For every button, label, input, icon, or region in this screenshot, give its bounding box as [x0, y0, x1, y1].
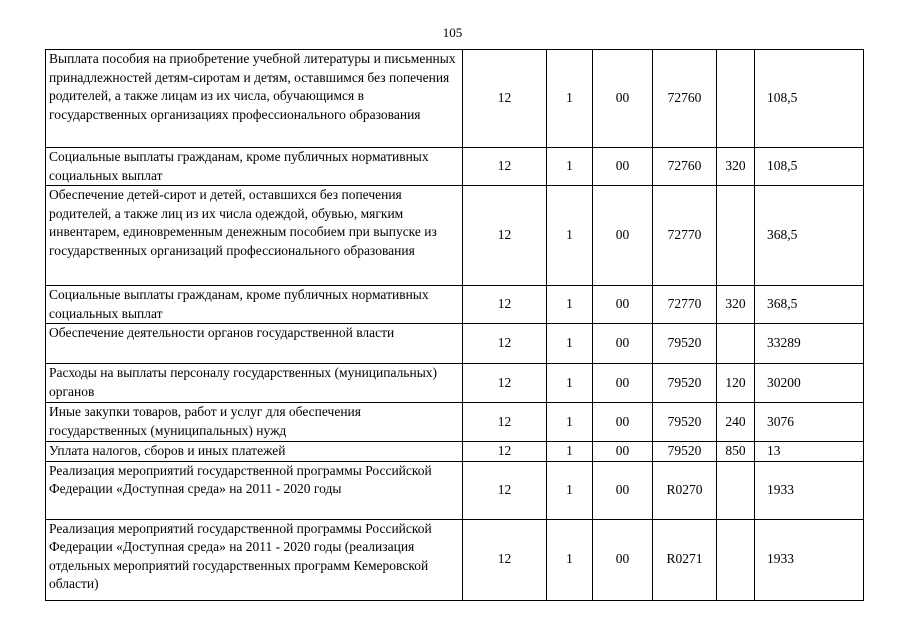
expense-type-code: [717, 50, 755, 148]
section-code: 12: [463, 50, 547, 148]
expense-name: Иные закупки товаров, работ и услуг для обеспечения государственных (муниципальных) нужд: [46, 403, 463, 442]
amount: 3076: [755, 403, 864, 442]
table-row: [46, 286, 864, 324]
subsection-code: 1: [547, 148, 593, 186]
expense-type-code: 320: [717, 148, 755, 186]
direction-code: 72770: [653, 186, 717, 286]
section-code: 12: [463, 519, 547, 600]
section-code: 12: [463, 148, 547, 186]
expense-name: Социальные выплаты гражданам, кроме публичных нормативных социальных выплат: [46, 148, 463, 186]
subsection-code: 1: [547, 442, 593, 462]
expense-type-code: [717, 461, 755, 519]
program-code: 00: [593, 50, 653, 148]
expense-type-code: [717, 519, 755, 600]
amount: 33289: [755, 324, 864, 364]
amount: 368,5: [755, 286, 864, 324]
program-code: 00: [593, 403, 653, 442]
amount: 13: [755, 442, 864, 462]
table-row: [46, 148, 864, 186]
amount: 368,5: [755, 186, 864, 286]
table-row: [46, 403, 864, 442]
expense-name: Реализация мероприятий государственной программы Российской Федерации «Доступная среда» на 2011 - 2020 годы (реализация отдельных мероприятий государственных программ Кемеровской области): [46, 519, 463, 600]
program-code: 00: [593, 442, 653, 462]
program-code: 00: [593, 461, 653, 519]
section-code: 12: [463, 442, 547, 462]
amount: 1933: [755, 461, 864, 519]
budget-table: [45, 49, 864, 601]
section-code: 12: [463, 403, 547, 442]
program-code: 00: [593, 186, 653, 286]
expense-type-code: 320: [717, 286, 755, 324]
expense-type-code: [717, 186, 755, 286]
section-code: 12: [463, 324, 547, 364]
expense-type-code: 120: [717, 364, 755, 403]
table-row: [46, 324, 864, 364]
expense-name: Реализация мероприятий государственной программы Российской Федерации «Доступная среда» на 2011 - 2020 годы: [46, 461, 463, 519]
direction-code: 79520: [653, 442, 717, 462]
table-row: [46, 461, 864, 519]
expense-name: Обеспечение детей-сирот и детей, оставшихся без попечения родителей, а также лиц из их числа одеждой, обувью, мягким инвентарем, единовременным денежным пособием при выпуске из государственных организаций профессионального образования: [46, 186, 463, 286]
section-code: 12: [463, 286, 547, 324]
expense-name: Выплата пособия на приобретение учебной литературы и письменных принадлежностей детям-сиротам и детям, оставшимся без попечения родителей, а также лицам из их числа, обучающимся в государственных организациях профессионального образования: [46, 50, 463, 148]
direction-code: R0271: [653, 519, 717, 600]
subsection-code: 1: [547, 324, 593, 364]
table-row: [46, 364, 864, 403]
table-row: [46, 519, 864, 600]
amount: 1933: [755, 519, 864, 600]
program-code: 00: [593, 148, 653, 186]
expense-type-code: [717, 324, 755, 364]
program-code: 00: [593, 286, 653, 324]
direction-code: 79520: [653, 364, 717, 403]
section-code: 12: [463, 461, 547, 519]
expense-name: Обеспечение деятельности органов государственной власти: [46, 324, 463, 364]
subsection-code: 1: [547, 519, 593, 600]
subsection-code: 1: [547, 50, 593, 148]
table-row: [46, 442, 864, 462]
section-code: 12: [463, 186, 547, 286]
expense-type-code: 240: [717, 403, 755, 442]
direction-code: 72760: [653, 50, 717, 148]
subsection-code: 1: [547, 364, 593, 403]
subsection-code: 1: [547, 461, 593, 519]
program-code: 00: [593, 519, 653, 600]
expense-type-code: 850: [717, 442, 755, 462]
expense-name: Расходы на выплаты персоналу государственных (муниципальных) органов: [46, 364, 463, 403]
direction-code: R0270: [653, 461, 717, 519]
section-code: 12: [463, 364, 547, 403]
direction-code: 79520: [653, 324, 717, 364]
expense-name: Уплата налогов, сборов и иных платежей: [46, 442, 463, 462]
table-row: [46, 186, 864, 286]
subsection-code: 1: [547, 403, 593, 442]
table-row: [46, 50, 864, 148]
expense-name: Социальные выплаты гражданам, кроме публичных нормативных социальных выплат: [46, 286, 463, 324]
subsection-code: 1: [547, 186, 593, 286]
amount: 108,5: [755, 148, 864, 186]
direction-code: 72770: [653, 286, 717, 324]
program-code: 00: [593, 324, 653, 364]
direction-code: 72760: [653, 148, 717, 186]
amount: 108,5: [755, 50, 864, 148]
program-code: 00: [593, 364, 653, 403]
subsection-code: 1: [547, 286, 593, 324]
amount: 30200: [755, 364, 864, 403]
direction-code: 79520: [653, 403, 717, 442]
page-number: 105: [442, 25, 463, 40]
